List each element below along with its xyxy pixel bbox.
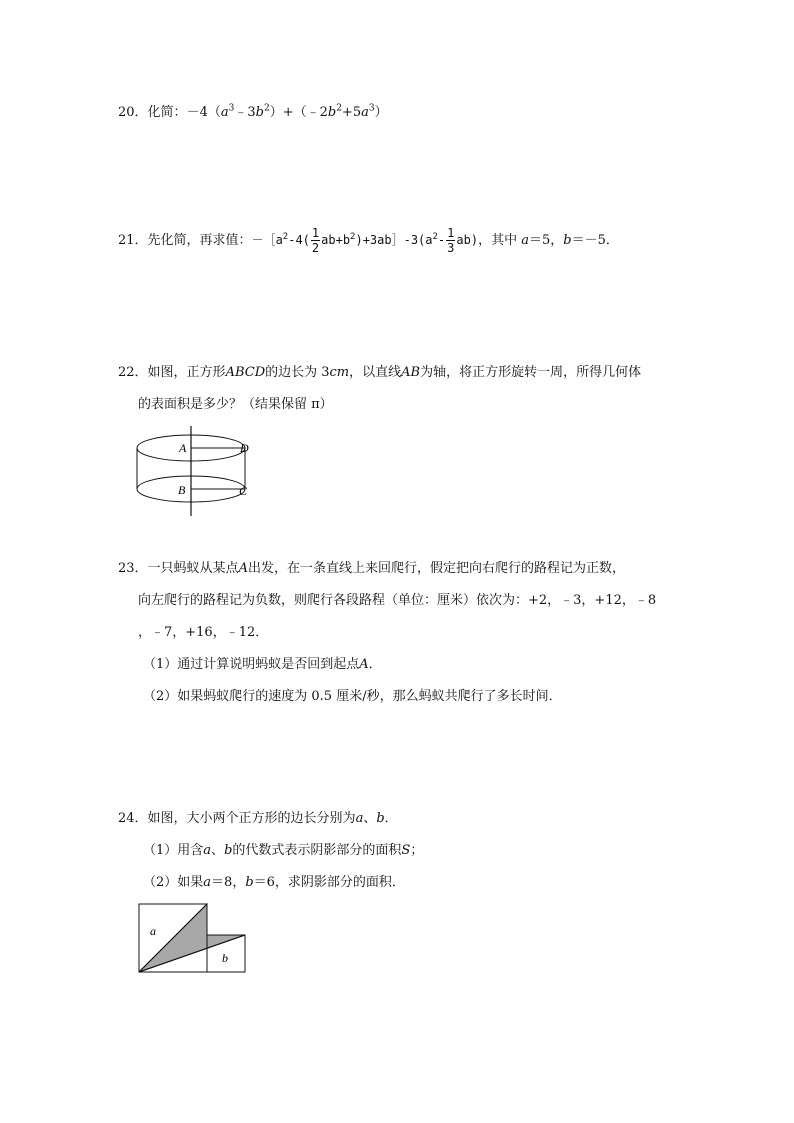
var-b: b <box>255 105 264 120</box>
var-a: a <box>355 811 364 826</box>
question-number: 23． <box>118 561 148 576</box>
question-number: 20． <box>118 105 148 120</box>
question-24 <box>118 803 423 899</box>
text: 、 <box>211 843 225 858</box>
fraction-one-half <box>311 226 320 255</box>
exponent: 2 <box>350 232 356 242</box>
question-prefix: 化简： <box>147 105 187 120</box>
question-line: ，﹣7，+16，﹣12． <box>138 625 269 640</box>
var-b: b <box>376 811 385 826</box>
exponent: 2 <box>282 232 289 242</box>
sub-question-1 <box>118 835 423 867</box>
question-line <box>118 357 641 389</box>
text: ＝8， <box>211 875 246 890</box>
var-b: b <box>563 233 572 248</box>
question-20 <box>118 97 388 129</box>
var-a: a <box>521 233 529 248</box>
text: ； <box>410 843 424 858</box>
text: 为轴，将正方形旋转一周，所得几何体 <box>420 365 642 380</box>
var-a: a <box>361 105 369 120</box>
label-B: B <box>178 483 186 497</box>
line-name: AB <box>401 365 421 380</box>
unit: cm <box>329 365 350 380</box>
question-line: 的表面积是多少？（结果保留 π） <box>138 397 333 412</box>
label-a: a <box>150 924 156 938</box>
expr-part: ）+（﹣2 <box>269 105 328 120</box>
expr-part: ，其中 <box>478 233 522 248</box>
expr-part: ＝－5． <box>571 233 619 248</box>
question-number: 21． <box>118 233 148 248</box>
text: 如图，大小两个正方形的边长分别为 <box>147 811 356 826</box>
exponent: 2 <box>263 103 270 114</box>
expr-part: －［a <box>251 233 283 247</box>
numerator: 1 <box>311 226 320 240</box>
label-A: A <box>179 441 187 455</box>
text: ，以直线 <box>349 365 402 380</box>
var-a: a <box>220 105 229 120</box>
numerator: 1 <box>447 226 455 240</box>
expr-part: )+3ab］-3(a <box>355 233 433 247</box>
label-C: C <box>239 484 248 498</box>
two-squares-figure <box>136 900 248 976</box>
text: （1）用含 <box>143 843 204 858</box>
text: ＝6，求阴影部分的面积． <box>253 875 405 890</box>
point-name: A <box>238 561 248 576</box>
question-line <box>118 553 656 585</box>
denominator: 3 <box>447 241 455 255</box>
math-expression <box>251 226 479 255</box>
expr-part: - <box>437 233 446 247</box>
var-b: b <box>327 105 337 120</box>
exponent: 2 <box>432 232 438 242</box>
text: 出发，在一条直线上来回爬行，假定把向右爬行的路程记为正数， <box>247 561 625 576</box>
text: ． <box>384 811 398 826</box>
expr-part: ab) <box>456 233 479 247</box>
var-a: a <box>203 843 212 858</box>
question-number: 24． <box>118 811 148 826</box>
question-22 <box>118 357 641 421</box>
text: 、 <box>363 811 377 826</box>
text: （1）通过计算说明蚂蚁是否回到起点 <box>143 657 360 672</box>
text: 的代数式表示阴影部分的面积 <box>232 843 402 858</box>
point-name: A <box>359 657 369 672</box>
question-number: 22． <box>118 365 148 380</box>
var-a: a <box>203 875 212 890</box>
sub-question-1 <box>118 649 656 681</box>
expr-part: ﹣3 <box>234 105 256 120</box>
text: ． <box>368 657 382 672</box>
denominator: 2 <box>311 241 320 255</box>
shaded-region <box>139 904 245 972</box>
question-line: 向左爬行的路程记为负数，则爬行各段路程（单位：厘米）依次为：+2，﹣3，+12，﹣8 <box>138 593 657 608</box>
expr-part: ab+b <box>321 233 351 247</box>
question-21 <box>118 222 619 262</box>
square-name: ABCD <box>225 365 266 380</box>
expr-part: -4( <box>288 233 310 247</box>
question-prefix: 先化简，再求值： <box>147 233 252 248</box>
expr-part: －4（ <box>186 105 221 120</box>
var-b: b <box>245 875 254 890</box>
var-b: b <box>224 843 233 858</box>
exponent: 2 <box>336 103 342 114</box>
expr-part: ） <box>374 105 388 120</box>
exponent: 3 <box>228 103 235 114</box>
sub-question-2 <box>118 867 423 899</box>
text: 如图，正方形 <box>147 365 226 380</box>
text: 一只蚂蚁从某点 <box>147 561 239 576</box>
text: （2）如果 <box>143 875 204 890</box>
label-D: D <box>240 441 249 455</box>
var-S: S <box>401 843 411 858</box>
question-line <box>118 803 423 835</box>
expr-part: ＝5， <box>528 233 564 248</box>
text: 的边长为 3 <box>265 365 330 380</box>
question-23 <box>118 553 656 713</box>
label-b: b <box>222 951 228 965</box>
expr-part: +5 <box>341 105 362 120</box>
cylinder-figure <box>130 426 260 518</box>
sub-question-2: （2）如果蚂蚁爬行的速度为 0.5 厘米/秒，那么蚂蚁共爬行了多长时间． <box>143 689 562 704</box>
fraction-one-third <box>446 226 455 255</box>
exponent: 3 <box>368 103 375 114</box>
